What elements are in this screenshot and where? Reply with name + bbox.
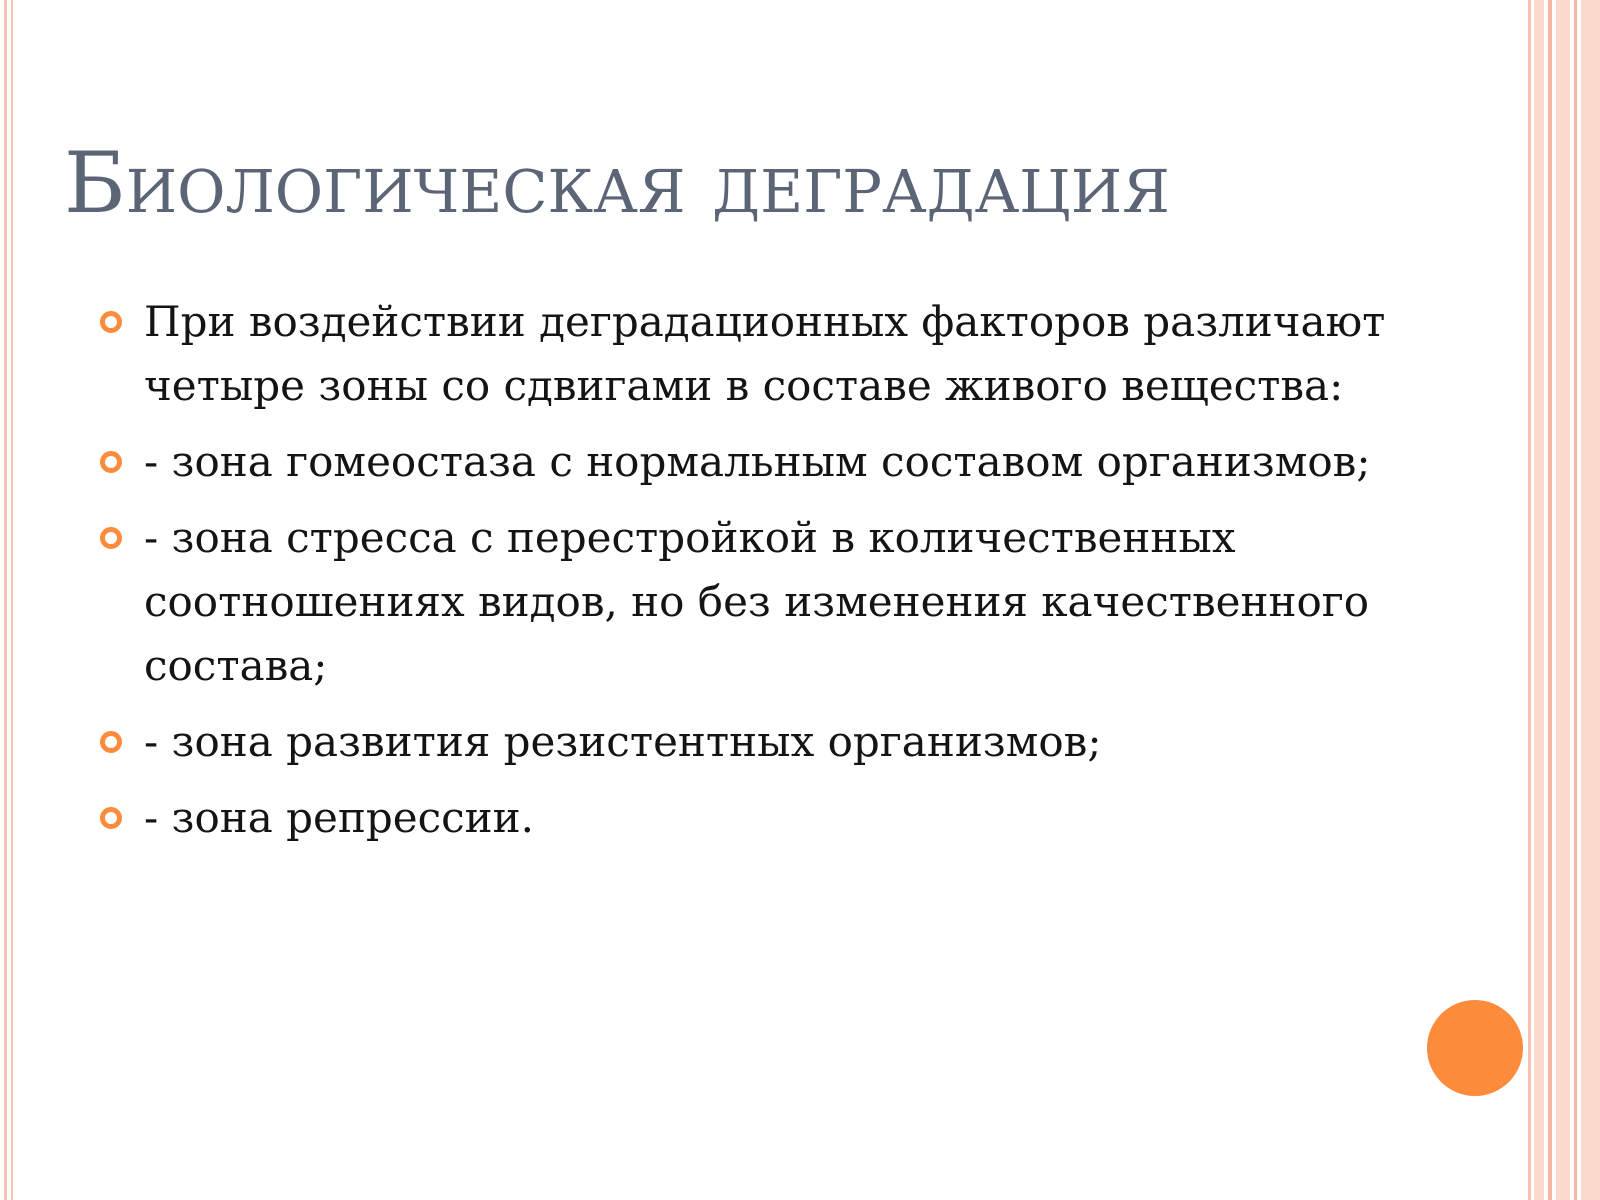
- right-border-band: [1581, 0, 1600, 1200]
- orange-ring-icon: [100, 527, 122, 549]
- right-border-line: [1548, 0, 1552, 1200]
- orange-ring-icon: [100, 731, 122, 753]
- right-border-band: [1534, 0, 1544, 1200]
- right-border-line: [1574, 0, 1577, 1200]
- orange-circle-icon: [1427, 1000, 1523, 1096]
- bullet-item: [100, 506, 1480, 698]
- bullet-text: - зона репрессии.: [144, 793, 534, 842]
- right-border-line: [1528, 0, 1531, 1200]
- slide-title: Биологическая деградация: [64, 134, 1170, 232]
- orange-ring-icon: [100, 451, 122, 473]
- bullet-item: [100, 786, 1480, 850]
- bullet-item: [100, 710, 1480, 774]
- left-border-line: [4, 0, 7, 1200]
- bullet-text: - зона стресса с перестройкой в количественных соотношениях видов, но без изменения качественного состава;: [144, 513, 1370, 690]
- bullet-item: [100, 430, 1480, 494]
- bullet-item: [100, 290, 1480, 418]
- orange-ring-icon: [100, 311, 122, 333]
- bullet-text: - зона гомеостаза с нормальным составом организмов;: [144, 437, 1371, 486]
- orange-ring-icon: [100, 807, 122, 829]
- bullet-text: При воздействии деградационных факторов различают четыре зоны со сдвигами в составе живого вещества:: [144, 297, 1386, 410]
- bullet-text: - зона развития резистентных организмов;: [144, 717, 1102, 766]
- left-border-line: [11, 0, 13, 1200]
- bullet-list: [100, 290, 1480, 862]
- right-border-band: [1556, 0, 1570, 1200]
